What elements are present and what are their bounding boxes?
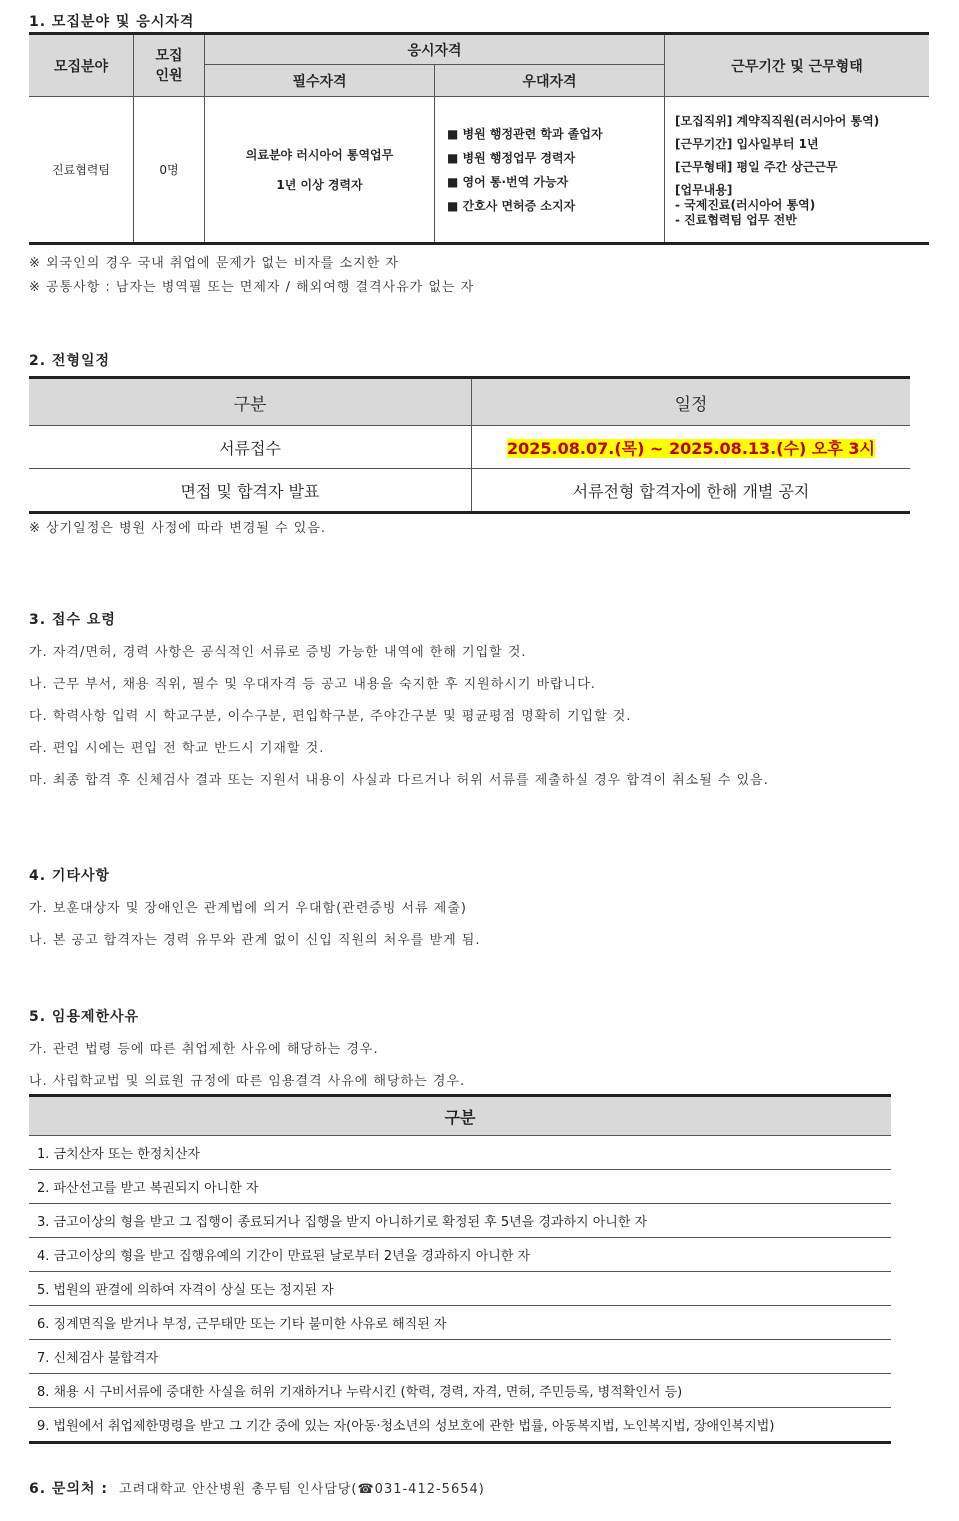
table-row: 8. 채용 시 구비서류에 중대한 사실을 허위 기재하거나 누락시킨 (학력, 경력, 자격, 면허, 주민등록, 병적확인서 등) <box>29 1374 891 1408</box>
work-line: [모집직위] 계약직직원(러시아어 통역) <box>675 114 880 128</box>
work-line: [근무기간] 입사일부터 1년 <box>675 137 819 151</box>
table-row: 2. 파산선고를 받고 복권되지 아니한 자 <box>29 1170 891 1204</box>
cell-preferred <box>435 97 665 244</box>
table-row: 6. 징계면직을 받거나 부정, 근무태만 또는 기타 불미한 사유로 해직된 자 <box>29 1306 891 1340</box>
apply-item: 가. 자격/면허, 경력 사항은 공식적인 서류로 증빙 가능한 내역에 한해 기입할 것. <box>29 645 527 660</box>
cell-work <box>665 97 930 244</box>
section-4-title: 4. 기타사항 <box>29 868 111 884</box>
restriction-item: 가. 관련 법령 등에 따른 취업제한 사유에 해당하는 경우. <box>29 1042 379 1057</box>
preferred-item: ■ 영어 통·번역 가능자 <box>447 175 569 189</box>
apply-item: 나. 근무 부서, 채용 직위, 필수 및 우대자격 등 공고 내용을 숙지한 후 지원하시기 바랍니다. <box>29 677 596 692</box>
etc-item: 나. 본 공고 합격자는 경력 유무와 관계 없이 신입 직원의 처우를 받게 됨. <box>29 933 481 948</box>
highlighted-date: 2025.08.07.(목) ~ 2025.08.13.(수) 오후 3시 <box>507 438 875 458</box>
section-2-title: 2. 전형일정 <box>29 353 111 369</box>
disqualification-header: 구분 <box>29 1096 891 1136</box>
section-5-title: 5. 임용제한사유 <box>29 1009 140 1025</box>
disqualification-table <box>29 1094 891 1444</box>
table-row: 7. 신체검사 불합격자 <box>29 1340 891 1374</box>
contact-label: 6. 문의처 : <box>29 1481 108 1497</box>
qualification-table <box>29 32 929 245</box>
header-required: 필수자격 <box>205 65 435 97</box>
etc-item: 가. 보훈대상자 및 장애인은 관계법에 의거 우대함(관련증빙 서류 제출) <box>29 901 467 916</box>
table-row: 4. 금고이상의 형을 받고 집행유예의 기간이 만료된 날로부터 2년을 경과하지 아니한 자 <box>29 1238 891 1272</box>
header-preferred: 우대자격 <box>435 65 665 97</box>
schedule-item: 면접 및 합격자 발표 <box>29 469 472 513</box>
preferred-item: ■ 병원 행정관련 학과 졸업자 <box>447 127 603 141</box>
contact-info: 고려대학교 안산병원 총무팀 인사담당(☎031-412-5654) <box>119 1482 485 1497</box>
preferred-item: ■ 병원 행정업무 경력자 <box>447 151 576 165</box>
section-1-title: 1. 모집분야 및 응시자격 <box>29 14 195 30</box>
schedule-table <box>29 376 910 514</box>
apply-item: 마. 최종 합격 후 신체검사 결과 또는 지원서 내용이 사실과 다르거나 허위 서류를 제출하실 경우 합격이 취소될 수 있음. <box>29 773 769 788</box>
note-line: ※ 공통사항 : 남자는 병역필 또는 면제자 / 해외여행 결격사유가 없는 자 <box>29 280 475 295</box>
restriction-item: 나. 사립학교법 및 의료원 규정에 따른 임용결격 사유에 해당하는 경우. <box>29 1074 466 1089</box>
schedule-date <box>472 426 911 469</box>
preferred-item: ■ 간호사 면허증 소지자 <box>447 199 576 213</box>
table-row: 1. 금치산자 또는 한정치산자 <box>29 1136 891 1170</box>
header-qualification: 응시자격 <box>205 34 665 65</box>
cell-field: 진료협력팀 <box>29 97 134 244</box>
contact-line <box>29 1478 485 1498</box>
cell-count: 0명 <box>134 97 205 244</box>
header-field: 모집분야 <box>29 34 134 97</box>
required-line: 1년 이상 경력자 <box>276 177 363 192</box>
schedule-date: 서류전형 합격자에 한해 개별 공지 <box>472 469 911 513</box>
work-line: [근무형태] 평일 주간 상근근무 <box>675 160 838 174</box>
header-work: 근무기간 및 근무형태 <box>665 34 930 97</box>
header-count: 모집 인원 <box>134 34 205 97</box>
schedule-item: 서류접수 <box>29 426 472 469</box>
note-line: ※ 외국인의 경우 국내 취업에 문제가 없는 비자를 소지한 자 <box>29 256 399 271</box>
work-line: [업무내용] <box>675 183 733 197</box>
schedule-header-item: 구분 <box>29 378 472 426</box>
schedule-header-date: 일정 <box>472 378 911 426</box>
table-row: 9. 법원에서 취업제한명령을 받고 그 기간 중에 있는 자(아동·청소년의 성보호에 관한 법률, 아동복지법, 노인복지법, 장애인복지법) <box>37 1419 775 1434</box>
apply-item: 다. 학력사항 입력 시 학교구분, 이수구분, 편입학구분, 주야간구분 및 평균평점 명확히 기입할 것. <box>29 709 632 724</box>
table-row: 3. 금고이상의 형을 받고 그 집행이 종료되거나 집행을 받지 아니하기로 확정된 후 5년을 경과하지 아니한 자 <box>29 1204 891 1238</box>
required-line: 의료분야 러시아어 통역업무 <box>245 147 394 162</box>
cell-required <box>205 97 435 244</box>
work-line: - 국제진료(러시아어 통역) <box>675 198 816 212</box>
schedule-note: ※ 상기일정은 병원 사정에 따라 변경될 수 있음. <box>29 521 326 536</box>
table-row: 5. 법원의 판결에 의하여 자격이 상실 또는 정지된 자 <box>29 1272 891 1306</box>
section-3-title: 3. 접수 요령 <box>29 612 116 628</box>
work-line: - 진료협력팀 업무 전반 <box>675 213 797 227</box>
apply-item: 라. 편입 시에는 편입 전 학교 반드시 기재할 것. <box>29 741 325 756</box>
